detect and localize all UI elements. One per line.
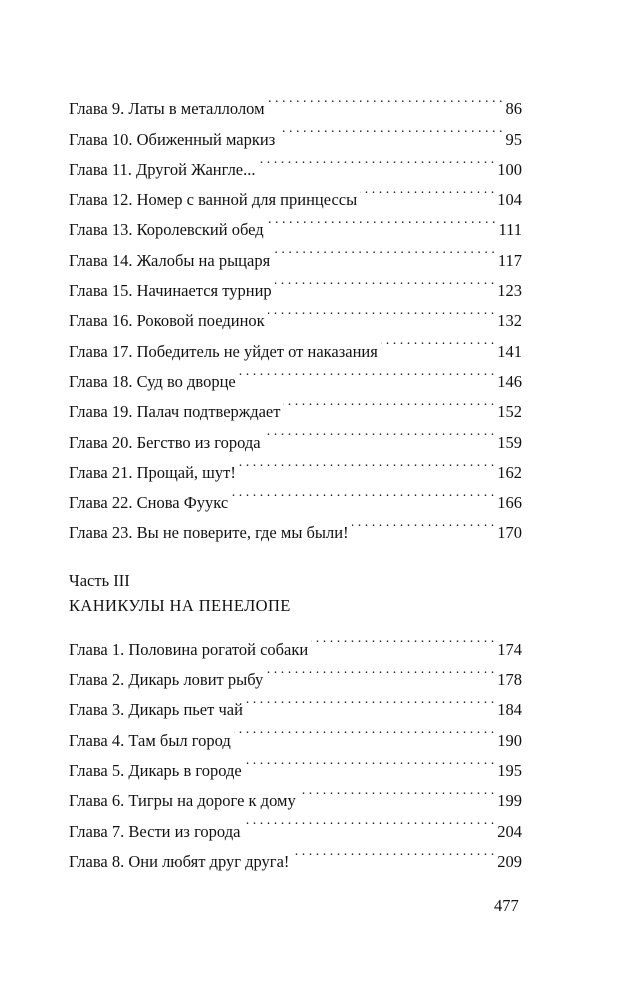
toc-entry-page: 159: [497, 432, 522, 452]
toc-entry-page: 170: [497, 523, 522, 543]
toc-leader-dots: [273, 235, 495, 265]
toc-entry-page: 204: [497, 821, 522, 841]
toc-leader-dots: [264, 417, 495, 447]
toc-entry: [69, 84, 522, 119]
toc-leader-dots: [259, 145, 495, 175]
toc-entry-title: Глава 9. Латы в металлолом: [69, 99, 265, 119]
toc-entry-title: Глава 22. Снова Фуукс: [69, 493, 229, 513]
toc-entry-page: 199: [497, 791, 522, 811]
toc-leader-dots: [234, 715, 494, 745]
toc-entry-page: 111: [498, 220, 522, 240]
part-title: КАНИКУЛЫ НА ПЕНЕЛОПЕ: [69, 596, 291, 616]
toc-entry-title: Глава 1. Половина рогатой собаки: [69, 639, 309, 659]
toc-leader-dots: [292, 837, 494, 867]
part-label: Часть III: [69, 571, 130, 591]
toc-entry-title: Глава 23. Вы не поверите, где мы были!: [69, 523, 349, 543]
toc-entry-title: Глава 21. Прощай, шут!: [69, 462, 236, 482]
toc-leader-dots: [352, 508, 495, 538]
toc-leader-dots: [243, 806, 494, 836]
toc-entry-page: 190: [497, 730, 522, 750]
toc-entry-title: Глава 10. Обиженный маркиз: [69, 129, 276, 149]
toc-leader-dots: [239, 448, 494, 478]
toc-entry-page: 195: [497, 760, 522, 780]
toc-entry-title: Глава 16. Роковой поединок: [69, 311, 265, 331]
toc-entry-title: Глава 13. Королевский обед: [69, 220, 264, 240]
table-of-contents: [69, 84, 522, 871]
toc-list-part-3: [69, 624, 522, 871]
toc-entry-page: 146: [497, 371, 522, 391]
toc-entry-title: Глава 8. Они любят друг друга!: [69, 851, 290, 871]
toc-entry-page: 184: [497, 700, 522, 720]
toc-entry-title: Глава 2. Дикарь ловит рыбу: [69, 670, 264, 690]
toc-entry-page: 162: [497, 462, 522, 482]
toc-entry-title: Глава 18. Суд во дворце: [69, 371, 236, 391]
toc-entry-page: 178: [497, 670, 522, 690]
toc-entry-page: 209: [497, 851, 522, 871]
toc-leader-dots: [268, 84, 503, 114]
toc-entry-title: Глава 14. Жалобы на рыцаря: [69, 250, 271, 270]
toc-leader-dots: [267, 205, 496, 235]
toc-leader-dots: [278, 114, 502, 144]
toc-leader-dots: [360, 175, 494, 205]
toc-entry-title: Глава 3. Дикарь пьет чай: [69, 700, 243, 720]
toc-leader-dots: [268, 296, 495, 326]
toc-entry-page: 95: [505, 129, 522, 149]
toc-entry-title: Глава 19. Палач подтверждает: [69, 402, 281, 422]
toc-entry-page: 117: [497, 250, 522, 270]
toc-entry-page: 152: [497, 402, 522, 422]
toc-leader-dots: [239, 357, 495, 387]
toc-entry-title: Глава 4. Там был город: [69, 730, 231, 750]
toc-leader-dots: [299, 776, 495, 806]
toc-leader-dots: [283, 387, 494, 417]
toc-entry-page: 123: [497, 281, 522, 301]
toc-entry-title: Глава 5. Дикарь в городе: [69, 760, 242, 780]
toc-entry-page: 132: [497, 311, 522, 331]
page-number: 477: [494, 896, 519, 915]
toc-entry-page: 174: [497, 639, 522, 659]
toc-entry-title: Глава 15. Начинается турнир: [69, 281, 272, 301]
toc-leader-dots: [266, 655, 494, 685]
toc-entry-title: Глава 6. Тигры на дороге к дому: [69, 791, 296, 811]
toc-entry-page: 166: [497, 493, 522, 513]
toc-entry-page: 141: [497, 341, 522, 361]
toc-leader-dots: [381, 326, 494, 356]
toc-leader-dots: [311, 624, 494, 654]
part-3-heading: [69, 569, 522, 619]
toc-entry-page: 86: [505, 99, 522, 119]
toc-entry-title: Глава 17. Победитель не уйдет от наказания: [69, 341, 378, 361]
toc-leader-dots: [246, 685, 494, 715]
toc-entry-title: Глава 11. Другой Жангле...: [69, 159, 256, 179]
toc-list-part-2: [69, 84, 522, 543]
toc-entry-title: Глава 20. Бегство из города: [69, 432, 261, 452]
toc-entry-title: Глава 12. Номер с ванной для принцессы: [69, 190, 358, 210]
toc-entry: [69, 624, 522, 659]
toc-entry-page: 104: [497, 190, 522, 210]
toc-entry-page: 100: [497, 159, 522, 179]
toc-leader-dots: [245, 746, 495, 776]
toc-leader-dots: [275, 266, 495, 296]
toc-leader-dots: [231, 478, 494, 508]
toc-entry-title: Глава 7. Вести из города: [69, 821, 241, 841]
